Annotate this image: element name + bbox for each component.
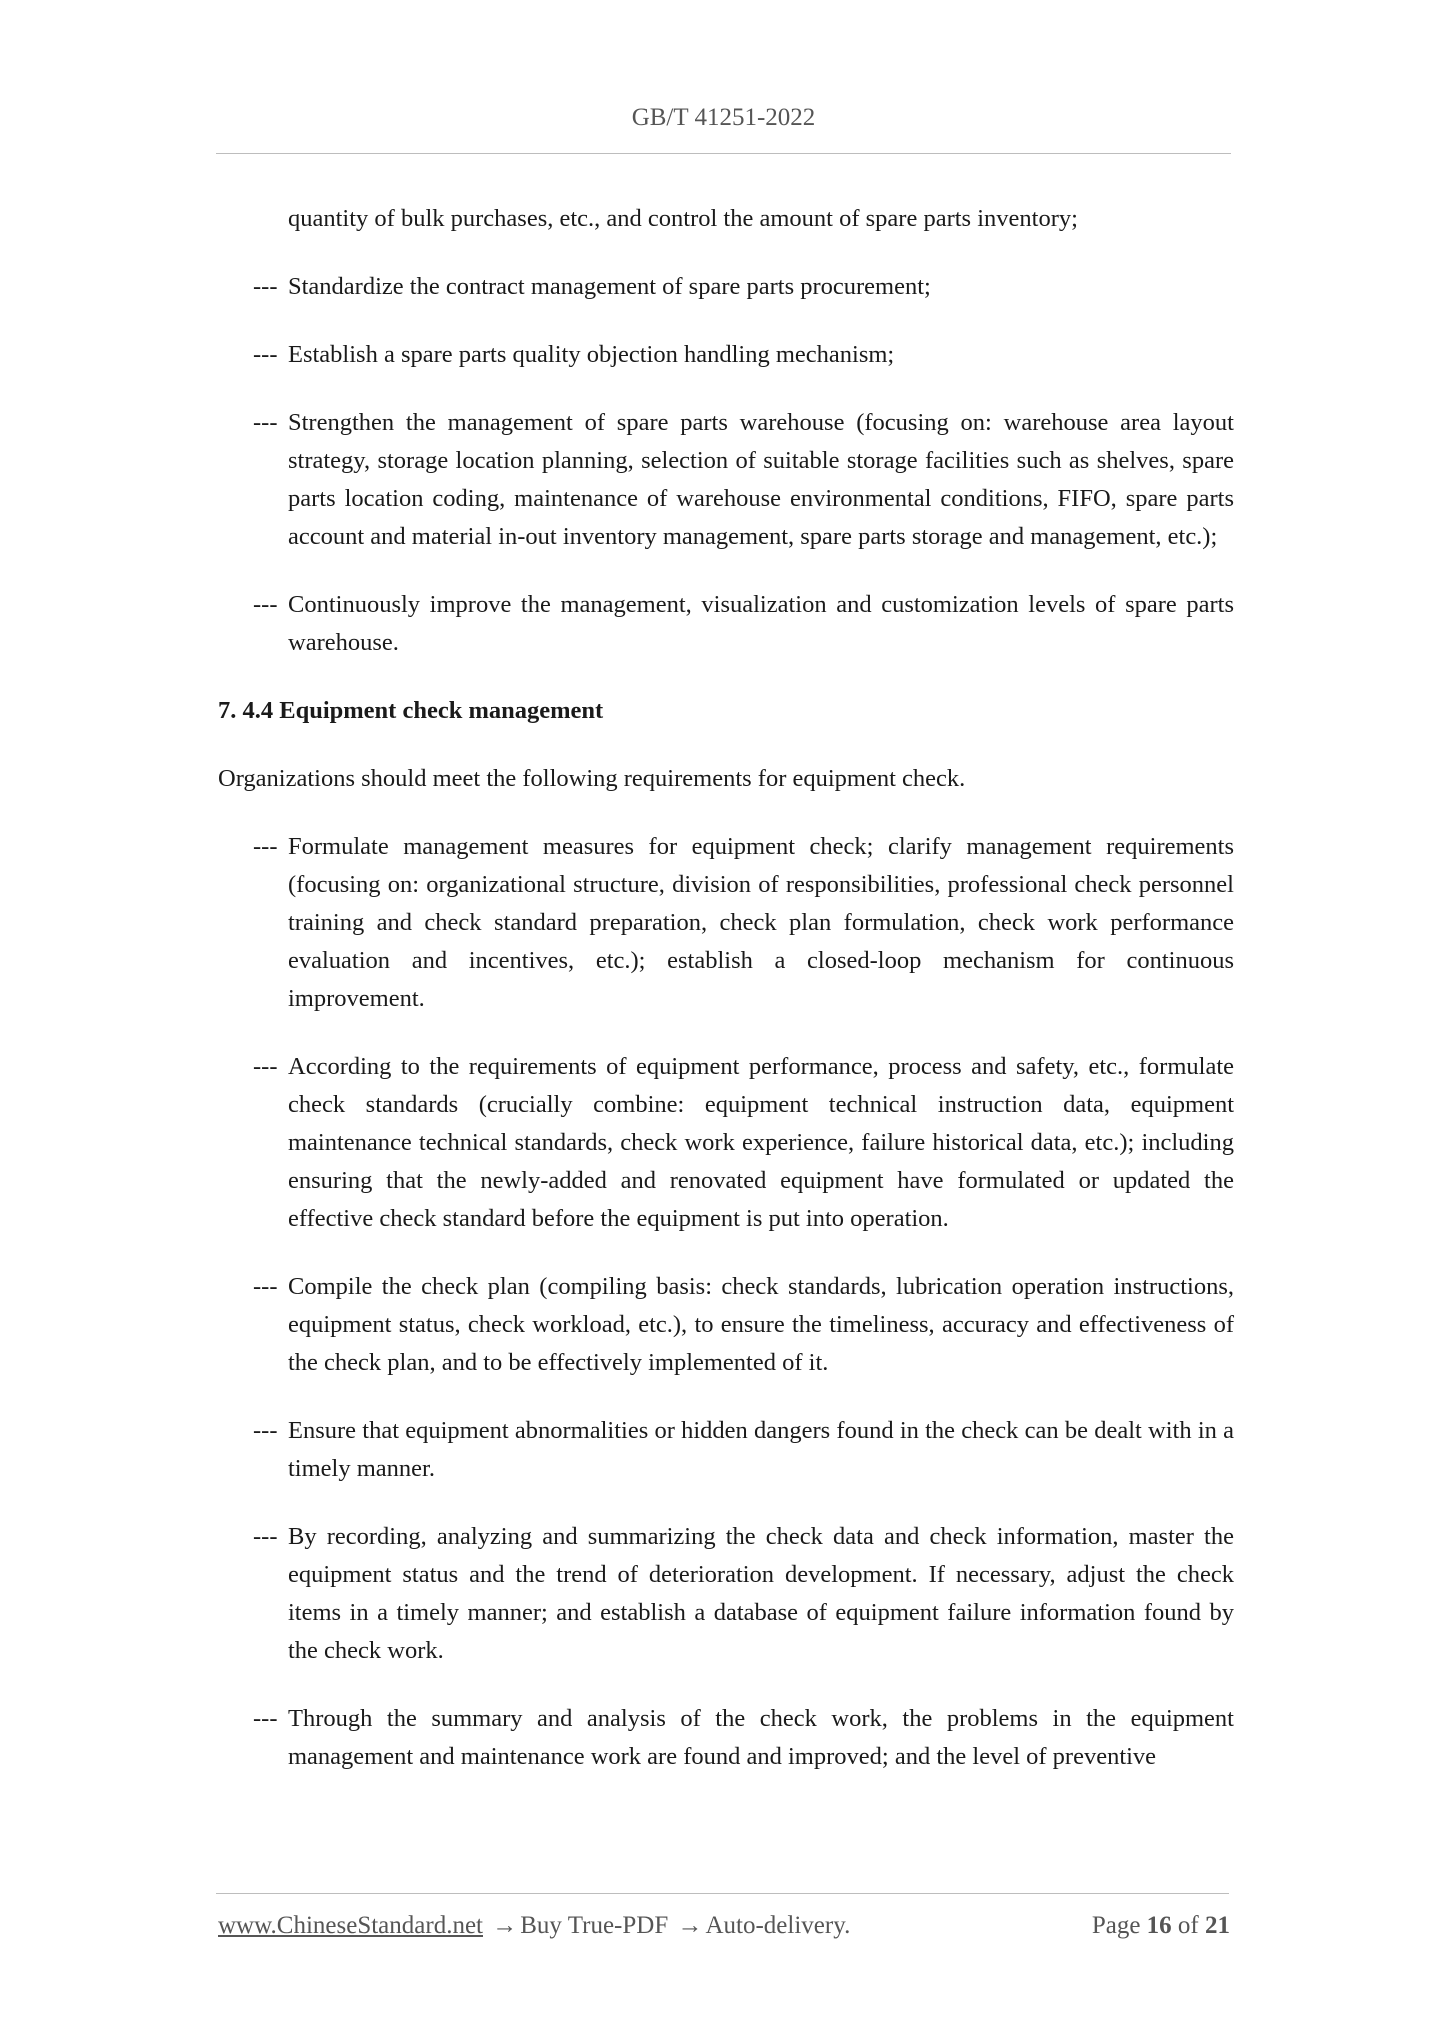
continuation-text: quantity of bulk purchases, etc., and control the amount of spare parts inventory;	[288, 205, 1078, 232]
page-label: Page	[1091, 1912, 1141, 1939]
chinesestandard-link[interactable]: www.ChineseStandard.net	[218, 1912, 483, 1939]
page-number	[1092, 1912, 1230, 1940]
page-of: of	[1177, 1912, 1199, 1939]
list-item-text: Ensure that equipment abnormalities or hidden dangers found in the check can be dealt with in a timely manner.	[288, 1417, 1234, 1482]
list-dash: ---	[253, 341, 278, 368]
page-current: 16	[1146, 1912, 1172, 1939]
footer-divider	[216, 1893, 1229, 1894]
header-divider	[216, 153, 1231, 154]
list-item	[218, 828, 1234, 1018]
footer-promo	[218, 1912, 850, 1940]
list-item-text: Establish a spare parts quality objection handling mechanism;	[288, 341, 895, 368]
list-dash: ---	[253, 1417, 278, 1444]
list-item	[218, 1700, 1234, 1776]
list-item	[218, 586, 1234, 662]
list-item	[218, 336, 1234, 374]
page-body	[218, 200, 1234, 1776]
list-dash: ---	[253, 833, 278, 860]
list-dash: ---	[253, 1273, 278, 1300]
list-item	[218, 1412, 1234, 1488]
list-item	[218, 404, 1234, 556]
list-dash: ---	[253, 1523, 278, 1550]
list-dash: ---	[253, 273, 278, 300]
list-item	[218, 1268, 1234, 1382]
list-dash: ---	[253, 591, 278, 618]
list-item-text: Formulate management measures for equipment check; clarify management requirements (focusing on: organizational structure, division of responsibilities, professional check personnel training and check standard preparation, check plan formulation, check work performance evaluation and incentives, etc.); establish a closed-loop mechanism for continuous improvement.	[288, 833, 1234, 1012]
buy-true-pdf-text: Buy True-PDF	[520, 1912, 669, 1939]
list-item	[218, 268, 1234, 306]
page-header-title: GB/T 41251-2022	[631, 104, 816, 131]
list-dash: ---	[253, 1705, 278, 1732]
list-item-text: By recording, analyzing and summarizing the check data and check information, master the equipment status and the trend of deterioration development. If necessary, adjust the check items in a timely manner; and establish a database of equipment failure information found by the check work.	[288, 1523, 1234, 1664]
page-total: 21	[1205, 1912, 1230, 1939]
list-item-text: Through the summary and analysis of the check work, the problems in the equipment management and maintenance work are found and improved; and the level of preventive	[288, 1705, 1234, 1770]
list-item-text: Standardize the contract management of spare parts procurement;	[288, 273, 931, 300]
list-item-text: Compile the check plan (compiling basis: check standards, lubrication operation instructions, equipment status, check workload, etc.), to ensure the timeliness, accuracy and effectiveness of the check plan, and to be effectively implemented of it.	[288, 1273, 1234, 1376]
arrow-right-icon: →	[492, 1912, 518, 1939]
list-dash: ---	[253, 1053, 278, 1080]
list-item-text: Continuously improve the management, visualization and customization levels of spare parts warehouse.	[288, 591, 1234, 656]
list-dash: ---	[253, 409, 278, 436]
list-item	[218, 1048, 1234, 1238]
list-item-text: Strengthen the management of spare parts warehouse (focusing on: warehouse area layout strategy, storage location planning, selection of suitable storage facilities such as shelves, spare parts location coding, maintenance of warehouse environmental conditions, FIFO, spare parts account and material in-out inventory management, spare parts storage and management, etc.);	[288, 409, 1234, 550]
auto-delivery-text: Auto-delivery.	[705, 1912, 851, 1939]
list-item-text: According to the requirements of equipment performance, process and safety, etc., formulate check standards (crucially combine: equipment technical instruction data, equipment maintenance technical standards, check work experience, failure historical data, etc.); including ensuring that the newly-added and renovated equipment have formulated or updated the effective check standard before the equipment is put into operation.	[288, 1053, 1234, 1232]
section-intro: Organizations should meet the following requirements for equipment check.	[218, 765, 966, 792]
section-heading: 7. 4.4 Equipment check management	[218, 697, 604, 724]
list-item	[218, 1518, 1234, 1670]
arrow-right-icon: →	[677, 1912, 703, 1939]
